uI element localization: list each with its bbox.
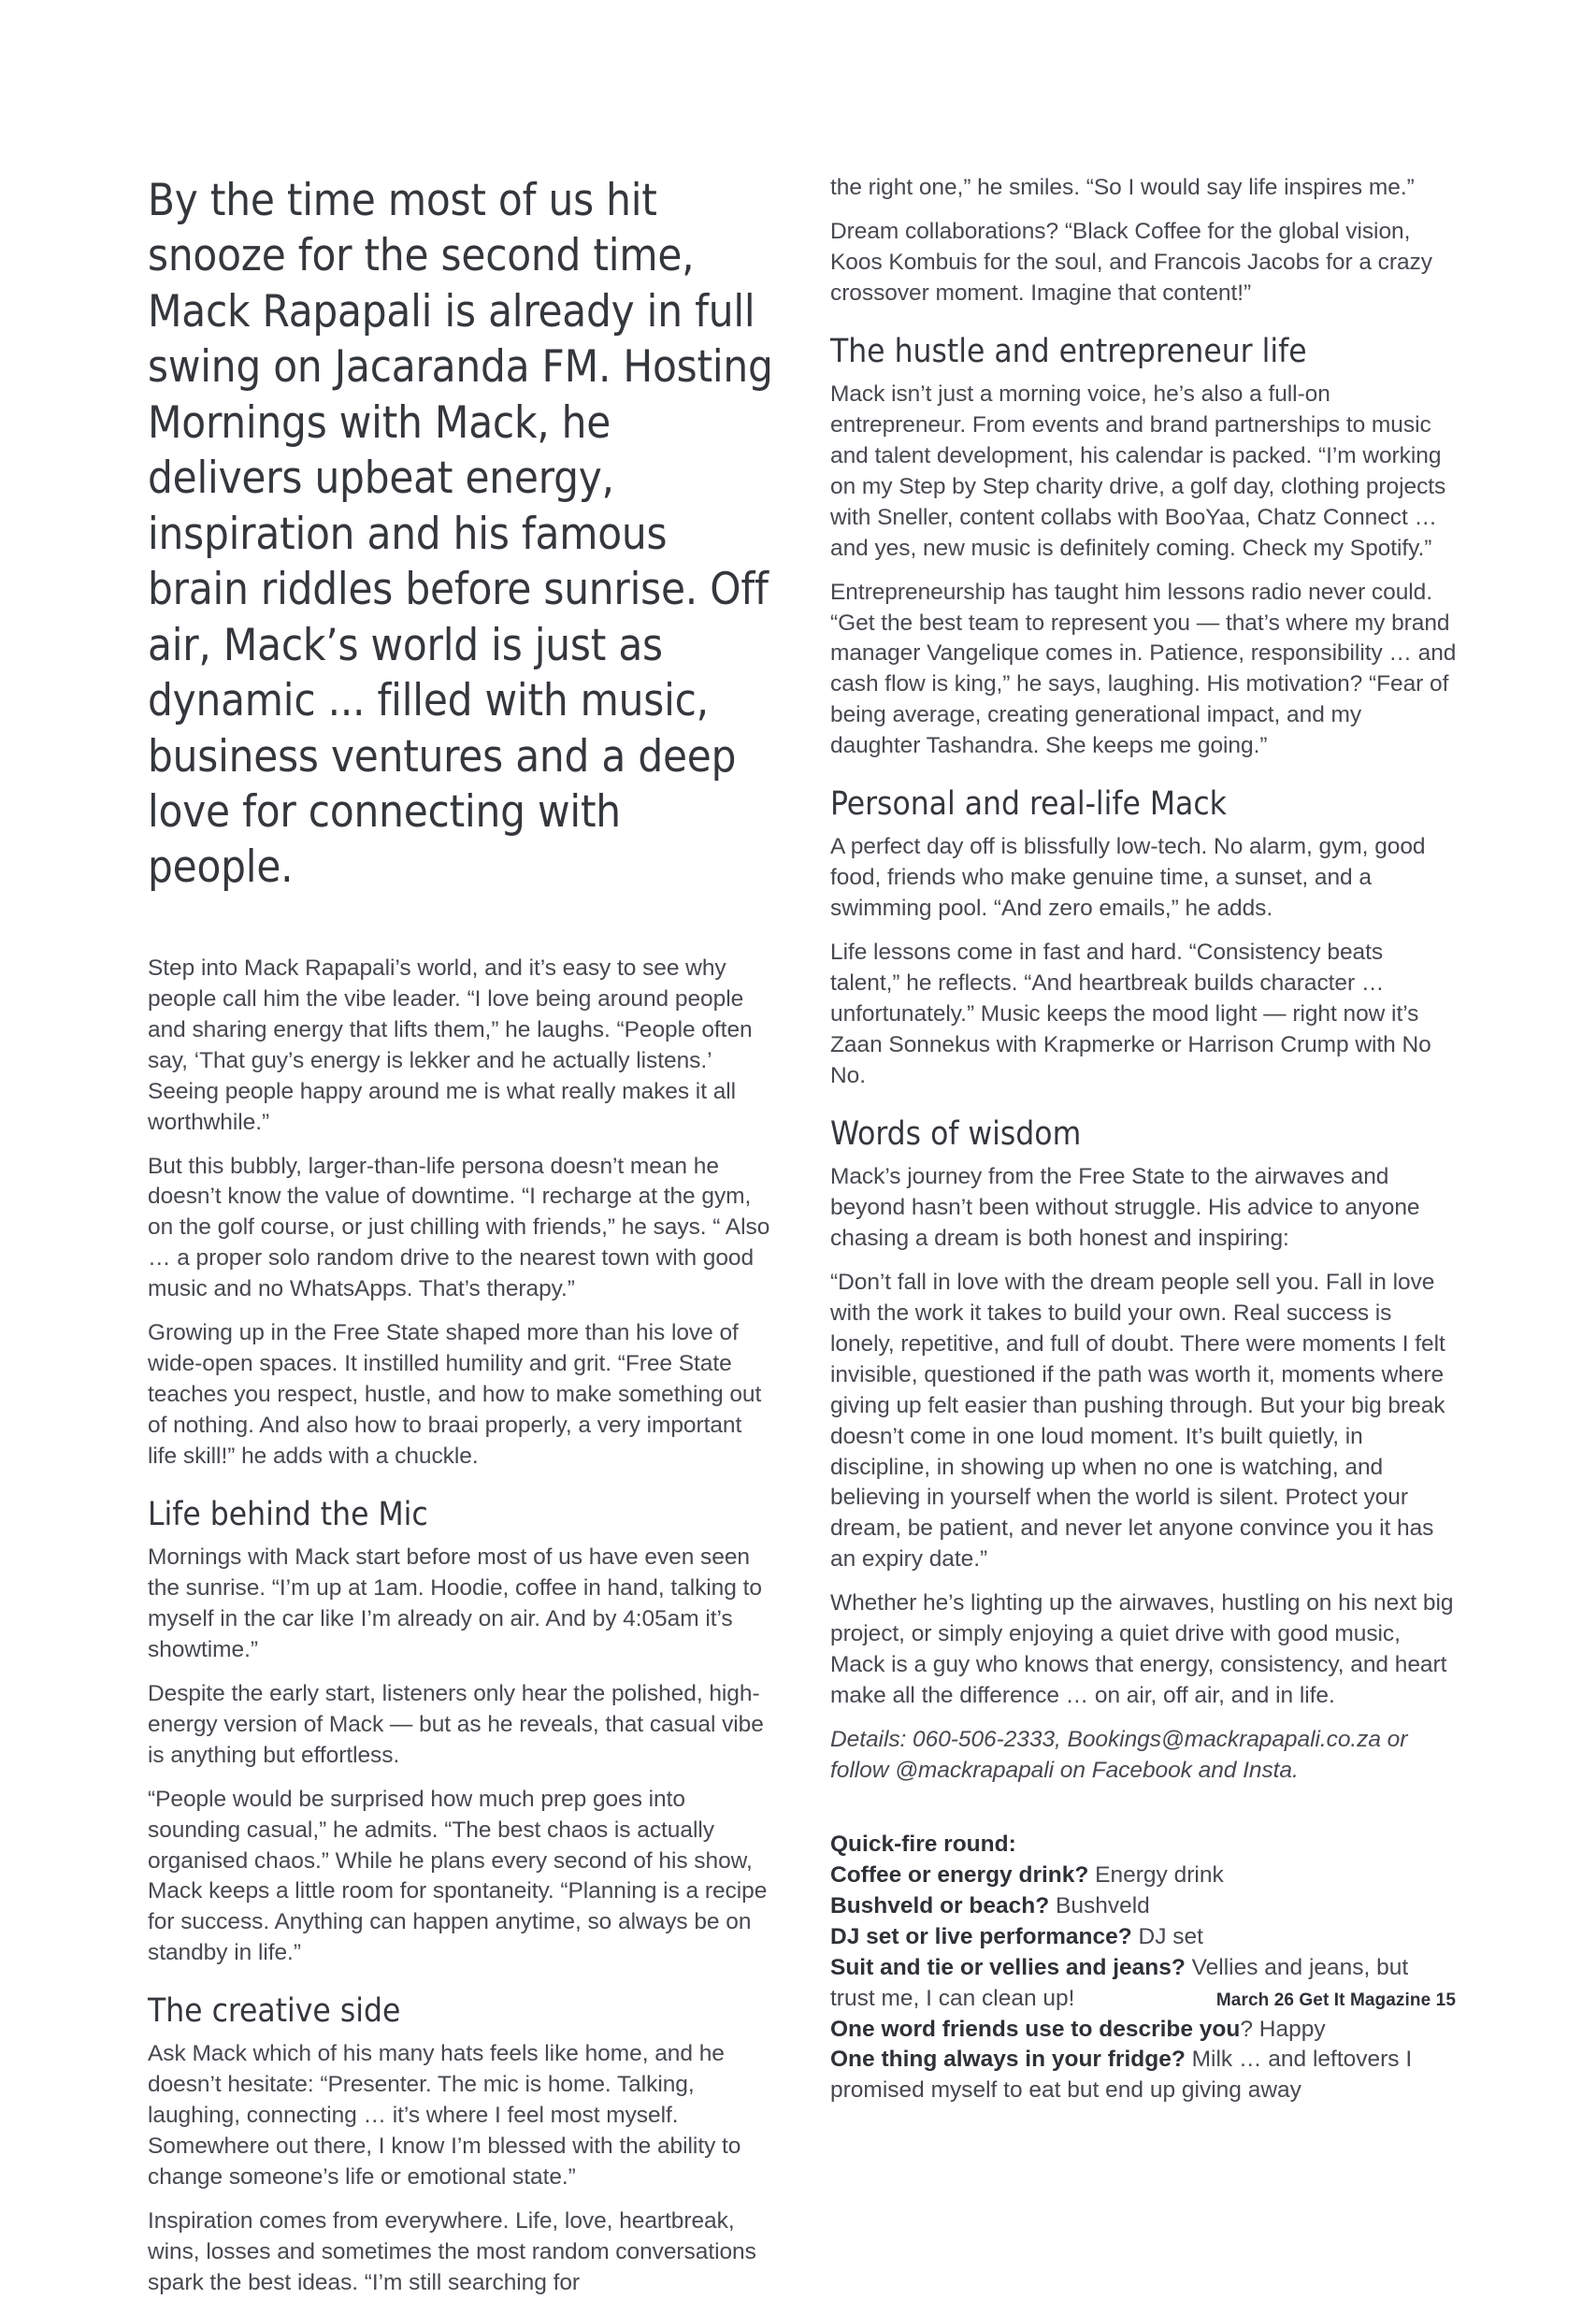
quick-fire-item [830,1891,1457,1922]
body-paragraph: A perfect day off is blissfully low-tech. No alarm, gym, good food, friends who make genuine time, a sunset, and a swimming pool. “And zero emails,” he adds. [830,834,1426,922]
quick-fire-question: One thing always in your fridge? [830,2047,1186,2073]
body-paragraph: “Don’t fall in love with the dream people sell you. Fall in love with the work it takes to build your own. Real success is lonely, repetitive, and full of doubt. There were moments I felt invisible, questioned if the path was worth it, moments where giving up felt easier than pushing through. But your big break doesn’t come in one loud moment. It’s built quietly, in discipline, in showing up when no one is watching, and believing in yourself when the world is silent. Protect your dream, be patient, and never let anyone convince you it has an expiry date.” [830,1269,1445,1573]
page-footer: March 26 Get It Magazine 15 [1215,1990,1456,2010]
quick-fire-answer: Vellies and jeans, but trust me, I can clean up! [830,1954,1409,2011]
article-deck: By the time most of us hit snooze for the second time, Mack Rapapali is already in full swing on Jacaranda FM. Hosting Mornings with Mack, he delivers upbeat energy, inspiration and his famous brain riddles before sunrise. Off air, Mack’s world is just as dynamic ... filled with music, business ventures and a deep love for connecting with people. [148,175,773,894]
quick-fire-question: Coffee or energy drink? [830,1861,1089,1888]
body-paragraph: Dream collaborations? “Black Coffee for the global vision, Koos Kombuis for the soul, and Francois Jacobs for a crazy crossover moment. Imagine that content!” [830,218,1432,306]
quick-fire-item [830,2045,1457,2106]
quick-fire-answer: Energy drink [1088,1861,1224,1888]
quick-fire-question: Suit and tie or vellies and jeans? [830,1954,1186,1980]
left-column [148,173,774,2299]
section-heading-words-of-wisdom: Words of wisdom [830,1114,1082,1153]
body-paragraph: Life lessons come in fast and hard. “Consistency beats talent,” he reflects. “And heartbreak builds character … unfortunately.” Music keeps the mood light — right now it’s Zaan Sonnekus with Krapmerke or Harrison Crump with No No. [830,940,1431,1088]
body-paragraph: Mack isn’t just a morning voice, he’s also a full-on entrepreneur. From events and brand partnerships to music and talent development, his calendar is packed. “I’m working on my Step by Step charity drive, a golf day, clothing projects with Sneller, content collabs with BooYaa, Chatz Connect … and yes, new music is definitely coming. Check my Spotify.” [830,381,1446,561]
quick-fire-question: DJ set or live performance? [830,1923,1132,1949]
body-paragraph: Entrepreneurship has taught him lessons radio never could. “Get the best team to represent you — that’s where my brand manager Vangelique comes in. Patience, responsibility … and cash flow is king,” he says, laughing. His motivation? “Fear of being average, creating generational impact, and my daughter Tashandra. She keeps me going.” [830,579,1457,759]
section-heading-life-behind-the-mic: Life behind the Mic [148,1495,428,1533]
body-paragraph: “People would be surprised how much prep goes into sounding casual,” he admits. “The best chaos is actually organised chaos.” While he plans every second of his show, Mack keeps a little room for spontaneity. “Planning is a recipe for success. Anything can happen anytime, so always be on standby in life.” [148,1786,768,1966]
quick-fire-answer: ? Happy [1240,2016,1326,2042]
body-paragraph: Mack’s journey from the Free State to the airwaves and beyond hasn’t been without struggle. His advice to anyone chasing a dream is both honest and inspiring: [830,1164,1420,1251]
section-heading-the-creative-side: The creative side [148,1992,401,2031]
quick-fire-answer: Bushveld [1049,1892,1150,1918]
section-heading-personal-and-real-life-mack: Personal and real-life Mack [830,785,1227,824]
quick-fire-item [830,2015,1457,2046]
quick-fire-question: Bushveld or beach? [830,1892,1050,1918]
quick-fire-round [830,1830,1457,2106]
quick-fire-item [830,1861,1457,1891]
body-paragraph: Mornings with Mack start before most of us have even seen the sunrise. “I’m up at 1am. Hoodie, coffee in hand, talking to myself in the car like I’m already on air. And by 4:05am it’s showtime.” [148,1545,762,1662]
quick-fire-item [830,1922,1457,1953]
body-paragraph: Whether he’s lighting up the airwaves, hustling on his next big project, or simply enjoying a quiet drive with good music, Mack is a guy who knows that energy, consistency, and heart make all the difference … on air, off air, and in life. [830,1590,1454,1709]
right-column [830,173,1457,2299]
article-columns [148,173,1457,2299]
body-paragraph: Growing up in the Free State shaped more than his love of wide-open spaces. It instilled humility and grit. “Free State teaches you respect, hustle, and how to make something out of nothing. And also how to braai properly, a very important life skill!” he adds with a chuckle. [148,1320,762,1469]
quick-fire-question: One word friends use to describe you [830,2016,1241,2042]
quick-fire-answer: Milk … and leftovers I promised myself to eat but end up giving away [830,2047,1413,2104]
body-paragraph: Step into Mack Rapapali’s world, and it’s easy to see why people call him the vibe leader. “I love being around people and sharing energy that lifts them,” he laughs. “People often say, ‘That guy’s energy is lekker and he actually listens.’ Seeing people happy around me is what really makes it all worthwhile.” [148,955,753,1135]
contact-details-line: Details: 060-506-2333, Bookings@mackrapapali.co.za or follow @mackrapapali on Facebook and Insta. [830,1727,1408,1783]
quick-fire-answer: DJ set [1131,1923,1203,1949]
body-paragraph: the right one,” he smiles. “So I would say life inspires me.” [830,175,1415,200]
body-paragraph: Ask Mack which of his many hats feels like home, and he doesn’t hesitate: “Presenter. The mic is home. Talking, laughing, connecting … it’s where I feel most myself. Somewhere out there, I know I’m blessed with the ability to change someone’s life or emotional state.” [148,2041,741,2191]
body-paragraph: Despite the early start, listeners only hear the polished, high-energy version of Mack — but as he reveals, that casual vibe is anything but effortless. [148,1680,764,1768]
quick-fire-title: Quick-fire round: [830,1831,1016,1857]
body-paragraph: But this bubbly, larger-than-life persona doesn’t mean he doesn’t know the value of downtime. “I recharge at the gym, on the golf course, or just chilling with friends,” he says. “ Also … a proper solo random drive to the nearest town with good music and no WhatsApps. That’s therapy.” [148,1153,770,1302]
body-paragraph: Inspiration comes from everywhere. Life, love, heartbreak, wins, losses and sometimes the most random conversations spark the best ideas. “I’m still searching for [148,2208,756,2296]
section-heading-the-hustle-and-entrepreneur-life: The hustle and entrepreneur life [830,332,1307,370]
